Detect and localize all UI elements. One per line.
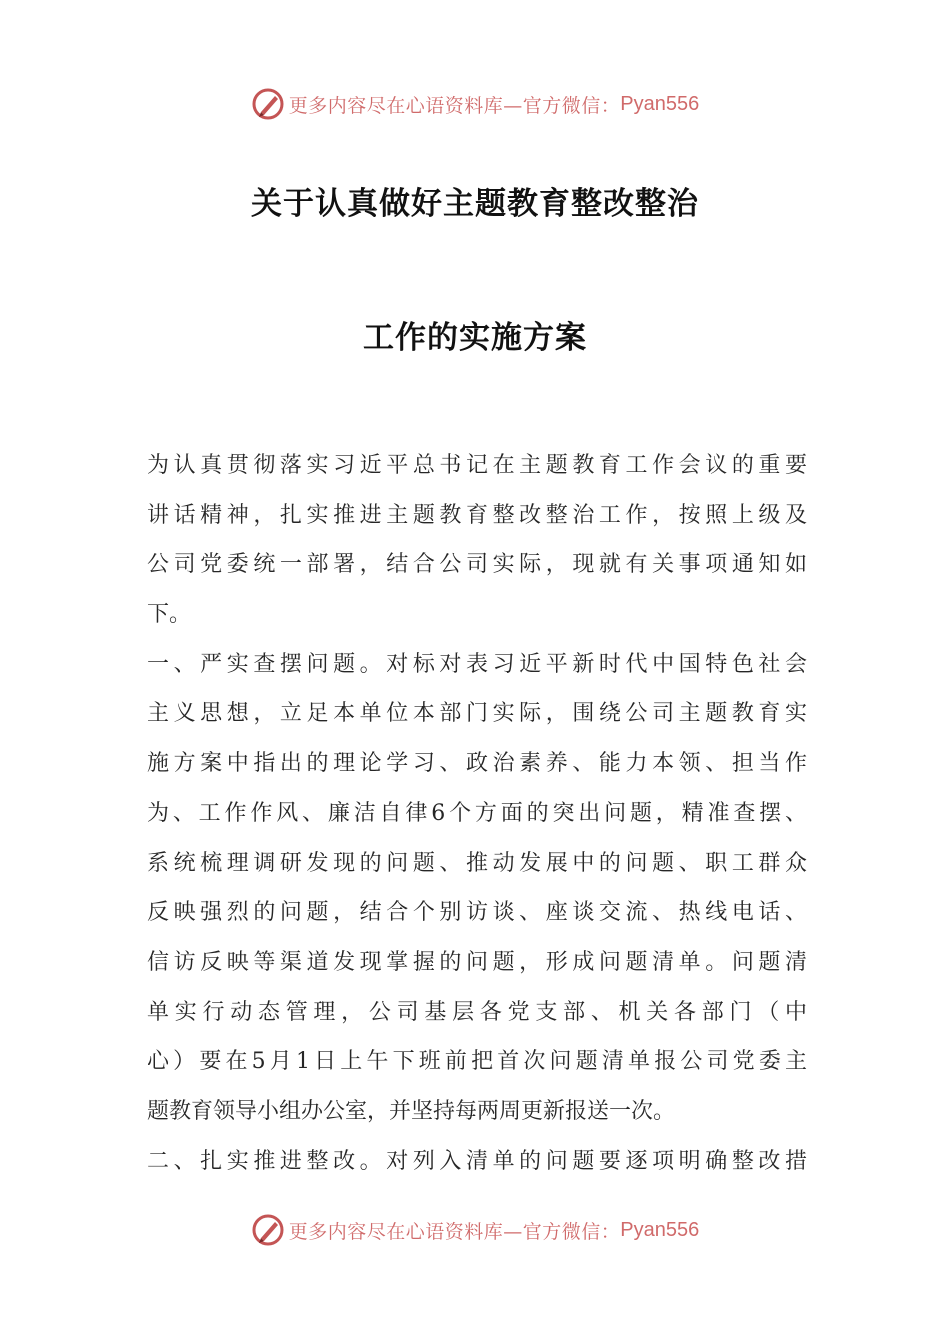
body-line: 单实行动态管理，公司基层各党支部、机关各部门（中 xyxy=(147,999,807,1025)
body-line: 题教育领导小组办公室，并坚持每两周更新报送一次。 xyxy=(147,1098,676,1124)
watermark-text: 更多内容尽在心语资料库—官方微信： xyxy=(288,1220,621,1243)
body-line: 主义思想，立足本单位本部门实际，围绕公司主题教育实 xyxy=(147,701,807,727)
body-line: 信访反映等渠道发现掌握的问题，形成问题清单。问题清 xyxy=(147,949,807,975)
document-title-line-2: 工作的实施方案 xyxy=(363,320,587,356)
body-line: 下。 xyxy=(147,602,192,628)
document-title-line-1: 关于认真做好主题教育整改整治 xyxy=(251,186,699,222)
body-line: 一、严实查摆问题。对标对表习近平新时代中国特色社会 xyxy=(147,651,807,677)
body-line: 讲话精神，扎实推进主题教育整改整治工作，按照上级及 xyxy=(147,502,807,528)
pen-logo-icon xyxy=(251,87,285,121)
pen-logo-icon xyxy=(251,1213,285,1247)
watermark-wechat-id: Pyan556 xyxy=(620,1218,700,1241)
body-line: 为、工作作风、廉洁自律6个方面的突出问题，精准查摆、 xyxy=(147,800,807,826)
watermark-banner-bottom xyxy=(0,1208,950,1252)
watermark-text: 更多内容尽在心语资料库—官方微信： xyxy=(288,94,621,117)
body-line: 系统梳理调研发现的问题、推动发展中的问题、职工群众 xyxy=(147,850,807,876)
watermark-banner-top xyxy=(0,82,950,126)
body-line: 公司党委统一部署，结合公司实际，现就有关事项通知如 xyxy=(147,552,807,578)
watermark-wechat-id: Pyan556 xyxy=(620,92,700,115)
body-line: 心）要在5月1日上午下班前把首次问题清单报公司党委主 xyxy=(147,1049,807,1075)
document-body xyxy=(147,441,807,1186)
body-line: 反映强烈的问题，结合个别访谈、座谈交流、热线电话、 xyxy=(147,900,807,926)
body-line: 施方案中指出的理论学习、政治素养、能力本领、担当作 xyxy=(147,751,807,777)
body-line: 为认真贯彻落实习近平总书记在主题教育工作会议的重要 xyxy=(147,453,807,478)
body-line: 二、扎实推进整改。对列入清单的问题要逐项明确整改措 xyxy=(147,1148,807,1174)
